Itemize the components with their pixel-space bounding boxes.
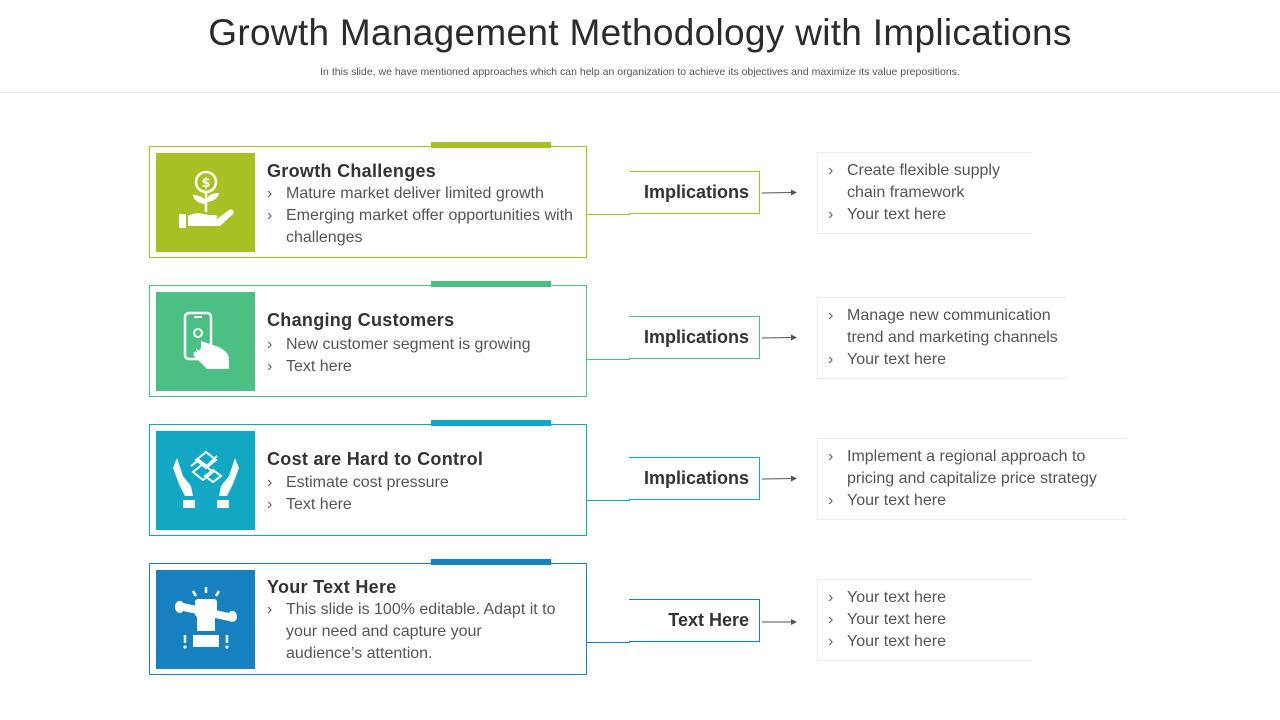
bullet-item <box>267 472 577 494</box>
icon-tile <box>156 431 255 530</box>
card-accent-bar <box>431 420 551 426</box>
implications-label-box: Implications <box>629 171 760 214</box>
methodology-row-4 <box>0 563 1280 683</box>
icon-tile <box>156 570 255 669</box>
result-item <box>828 305 1067 349</box>
challenge-bullets <box>267 183 577 249</box>
bullet-item <box>267 494 577 516</box>
result-item <box>828 160 1032 204</box>
card-connector <box>587 642 630 643</box>
methodology-row-2 <box>0 285 1280 405</box>
hands-money-icon <box>171 446 241 516</box>
page-subtitle: In this slide, we have mentioned approaches which can help an organization to achieve its objectives and maximize its value prepositions. <box>320 66 960 78</box>
bullet-marker: › <box>828 633 834 650</box>
header-divider <box>0 92 1280 93</box>
arrow-right-icon <box>760 474 800 484</box>
methodology-row-1 <box>0 146 1280 266</box>
bullet-text: Mature market deliver limited growth <box>286 185 544 202</box>
result-item <box>828 349 1067 371</box>
bullet-marker: › <box>828 162 834 179</box>
icon-tile <box>156 153 255 252</box>
challenge-bullets <box>267 334 577 378</box>
implication-result-box <box>817 579 1032 661</box>
implication-result-box <box>817 297 1067 379</box>
fist-wrench-icon <box>171 585 241 655</box>
result-item <box>828 587 1032 609</box>
bullet-text: Emerging market offer opportunities with challenges <box>286 207 573 246</box>
implication-result-box <box>817 152 1032 234</box>
result-item <box>828 631 1032 653</box>
implications-label-box: Implications <box>629 457 760 500</box>
bullet-marker: › <box>828 307 834 324</box>
result-text: Create flexible supply chain framework <box>847 162 1000 201</box>
card-connector <box>587 500 630 501</box>
arrow-right-icon <box>760 333 800 343</box>
bullet-text: Text here <box>286 496 352 513</box>
bullet-item <box>267 599 557 665</box>
arrow-right-icon <box>760 188 800 198</box>
bullet-item <box>267 205 577 249</box>
card-heading: Your Text Here <box>267 577 397 597</box>
card-accent-bar <box>431 281 551 287</box>
result-item <box>828 609 1032 631</box>
card-connector <box>587 359 630 360</box>
result-text: Your text here <box>847 206 947 223</box>
result-text: Your text here <box>847 351 947 368</box>
card-heading: Changing Customers <box>267 310 455 330</box>
bullet-marker: › <box>267 474 273 491</box>
arrow-right-icon <box>760 617 800 627</box>
bullet-text: This slide is 100% editable. Adapt it to your need and capture your audience’s attention. <box>286 601 556 662</box>
result-item <box>828 204 1032 226</box>
bullet-marker: › <box>267 496 273 513</box>
result-text: Implement a regional approach to pricing and capitalize price strategy <box>847 448 1097 487</box>
svg-text:$: $ <box>200 175 211 191</box>
bullet-item <box>267 334 577 356</box>
result-text: Your text here <box>847 492 947 509</box>
challenge-bullets <box>267 599 557 665</box>
bullet-marker: › <box>267 601 273 618</box>
card-heading: Cost are Hard to Control <box>267 449 484 469</box>
bullet-marker: › <box>267 358 273 375</box>
touch-phone-icon <box>171 307 241 377</box>
page-title: Growth Management Methodology with Implications <box>208 12 1072 53</box>
bullet-item <box>267 356 577 378</box>
result-item <box>828 490 1127 512</box>
bullet-text: Text here <box>286 358 352 375</box>
card-heading: Growth Challenges <box>267 161 437 181</box>
bullet-marker: › <box>828 589 834 606</box>
methodology-row-3 <box>0 424 1280 544</box>
bullet-marker: › <box>267 336 273 353</box>
card-connector <box>587 214 630 215</box>
implications-label-box: Text Here <box>629 599 760 642</box>
bullet-marker: › <box>828 611 834 628</box>
card-accent-bar <box>431 142 551 148</box>
bullet-marker: › <box>828 448 834 465</box>
bullet-item <box>267 183 577 205</box>
implication-result-box <box>817 438 1127 520</box>
result-text: Manage new communication trend and marketing channels <box>847 307 1058 346</box>
bullet-text: New customer segment is growing <box>286 336 531 353</box>
result-text: Your text here <box>847 633 947 650</box>
result-text: Your text here <box>847 589 947 606</box>
bullet-marker: › <box>828 492 834 509</box>
bullet-marker: › <box>828 351 834 368</box>
challenge-bullets <box>267 472 577 516</box>
icon-tile <box>156 292 255 391</box>
bullet-text: Estimate cost pressure <box>286 474 449 491</box>
money-plant-hand-icon <box>171 168 241 238</box>
result-text: Your text here <box>847 611 947 628</box>
bullet-marker: › <box>267 207 273 224</box>
bullet-marker: › <box>828 206 834 223</box>
bullet-marker: › <box>267 185 273 202</box>
card-accent-bar <box>431 559 551 565</box>
result-item <box>828 446 1127 490</box>
implications-label-box: Implications <box>629 316 760 359</box>
